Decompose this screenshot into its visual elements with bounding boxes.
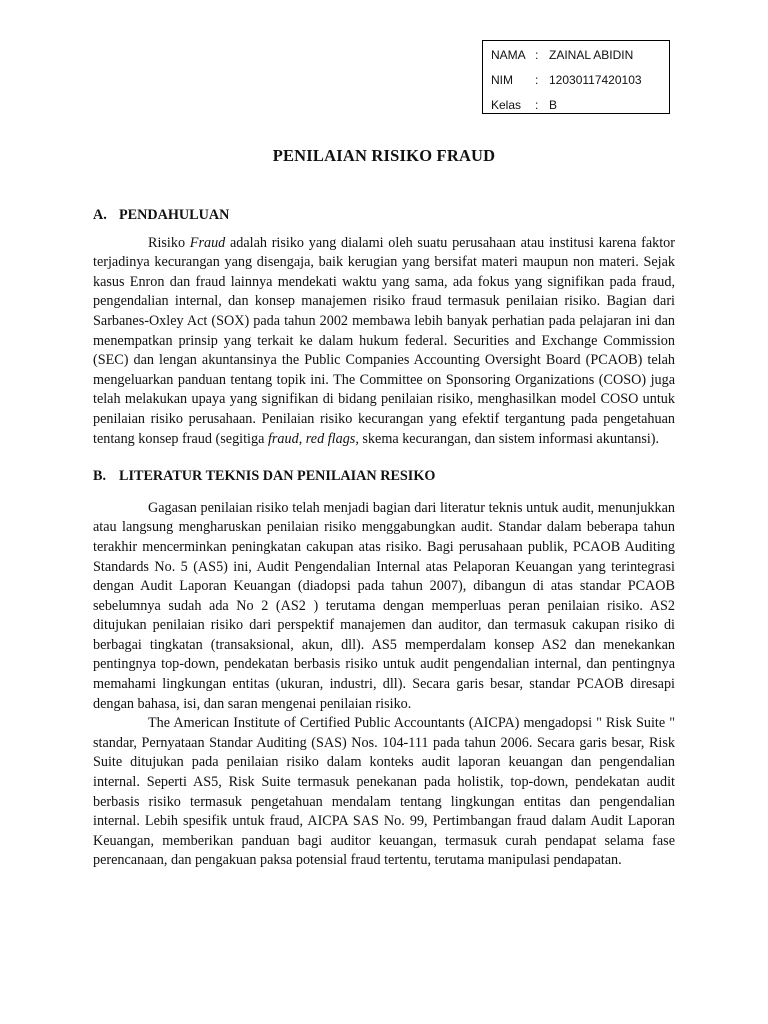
document-body <box>93 206 675 871</box>
nim-label: NIM <box>491 73 513 87</box>
nim-colon: : <box>535 73 539 87</box>
section-a-fraud-term: Fraud <box>189 234 226 251</box>
section-a-heading <box>93 206 675 226</box>
name-row <box>491 43 669 68</box>
name-colon: : <box>535 48 539 62</box>
document-title: PENILAIAN RISIKO FRAUD <box>272 146 496 165</box>
name-value: ZAINAL ABIDIN <box>549 48 634 62</box>
section-b-title: LITERATUR TEKNIS DAN PENILAIAN RESIKO <box>119 468 436 485</box>
class-value: B <box>549 98 558 112</box>
section-a-text-3: , skema kecurangan, dan sistem informasi akuntansi). <box>355 430 660 447</box>
section-a-separator: , <box>298 430 306 447</box>
section-b-paragraph-1: Gagasan penilaian risiko telah menjadi bagian dari literatur teknis untuk audit, menunjukkan atau langsung mengharuskan penilaian risiko menggabungkan audit. Standar dalam beberapa tahun terakhir mencerminkan peningkatan cakupan atas risiko. Bagi perusahaan publik, PCAOB Auditing Standards No. 5 (AS5) ini, Audit Pengendalian Internal atas Pelaporan Keuangan yang terintegrasi dengan Audit Laporan Keuangan (diadopsi pada tahun 2007), dibangun di atas standar PCAOB sebelumnya sudah ada No 2 (AS2 ) terutama dengan memperluas peran penilaian risiko. AS2 ditujukan penilaian risiko dari perspektif manajemen dan auditor, dan termasuk cakupan risiko di berbagai tingkatan (transaksional, akun, dll). AS5 memperdalam konsep AS2 dan menekankan pentingnya top-down, pendekatan berbasis risiko untuk audit pengendalian internal, dan pentingnya memahami lingkungan entitas (ukuran, industri, dll). Secara garis besar, standar PCAOB diresapi dengan bahasa, isi, dan saran mengenai penilaian risiko. <box>93 499 675 712</box>
student-identity-box <box>482 40 670 114</box>
section-b-number: B. <box>93 468 107 485</box>
section-a-paragraph <box>93 234 675 450</box>
class-row <box>491 93 669 118</box>
class-label: Kelas <box>491 98 522 112</box>
section-a-title: PENDAHULUAN <box>119 207 230 223</box>
nim-row <box>491 68 669 93</box>
name-label: NAMA <box>491 48 526 62</box>
section-b-paragraph-2: The American Institute of Certified Public Accountants (AICPA) mengadopsi " Risk Suite " standar, Pernyataan Standar Auditing (SAS) Nos. 104-111 pada tahun 2006. Secara garis besar, Risk Suite ditujukan pada penilaian risiko dalam konteks audit laporan keuangan dan pengendalian internal. Seperti AS5, Risk Suite termasuk penekanan pada holistik, top-down, pendekatan audit berbasis risiko termasuk pengetahuan mendalam tentang lingkungan entitas dan pengendalian internal. Lebih spesifik untuk fraud, AICPA SAS No. 99, Pertimbangan fraud dalam Audit Laporan Keuangan, memberikan panduan bagi auditor keuangan, termasuk curah pendapat selama fase perencanaan, dan pengakuan paksa potensial fraud tertentu, terutama manipulasi pendapatan. <box>93 715 675 869</box>
section-a-text-1: Risiko <box>148 234 190 251</box>
section-a-text-2: adalah risiko yang dialami oleh suatu perusahaan atau institusi karena faktor terjadinya kecurangan yang disengaja, baik kerugian yang bersifat materi maupun non materi. Sejak kasus Enron dan fraud lainnya mendekati waktu yang sama, ada fokus yang signifikan pada fraud, pengendalian internal, dan konsep manajemen risiko fraud termasuk penilaian risiko. Bagian dari Sarbanes-Oxley Act (SOX) pada tahun 2002 membawa lebih banyak perhatian pada pelajaran ini dan menempatkan prinsip yang terkait ke dalam hukum federal. Securities and Exchange Commission (SEC) dan lengan akuntansinya the Public Companies Accounting Oversight Board (PCAOB) telah mengeluarkan panduan tentang topik ini. The Committee on Sponsoring Organizations (COSO) juga telah melakukan upaya yang signifikan di bidang penilaian risiko, menghasilkan model COSO untuk penilaian risiko perusahaan. Penilaian risiko kecurangan yang efektif tergantung pada pengetahuan tentang konsep fraud (segitiga <box>93 234 675 447</box>
class-colon: : <box>535 98 539 112</box>
section-b-heading <box>93 467 675 487</box>
section-a-red-flags-term: red flags <box>305 430 356 447</box>
nim-value: 12030117420103 <box>549 73 642 87</box>
section-a-number: A. <box>93 207 107 223</box>
section-a-fraud-term-2: fraud <box>267 430 299 447</box>
